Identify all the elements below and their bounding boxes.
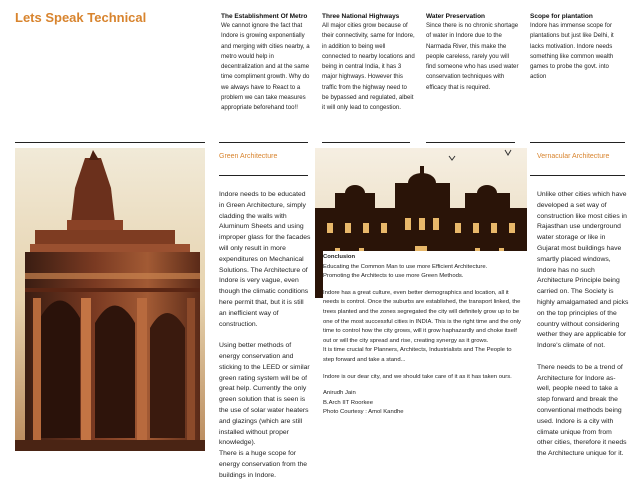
conclusion-paragraph: Indore has a great culture, even better demographics and location, all it needs is control. Once the suburbs are established, the transport linked, the trees planted and the zones segregated the city will definitely grow up to be one of the most successful cities in INDIA. This is the right time and the only time to control how the city grows, will it grow haphazardly and choke itself out or will the city spread and rise, creating synergy as it grows. It is time crucial for Planners, Architects, Industrialists and The People to step forward and take a stand...: [323, 289, 521, 363]
divider: [530, 142, 625, 143]
column-text: We cannot ignore the fact that Indore is growing exponentially and merging with cities nearby, a metro would help in decentralization and at the same time compliment growth. Why do we always have to React to a problem we can take measures appropriate beforehand too!!: [221, 22, 310, 112]
conclusion-heading: Conclusion: [323, 254, 356, 260]
temple-photo: [15, 148, 205, 451]
divider: [219, 175, 308, 176]
divider: [15, 142, 205, 143]
column-heading: Water Preservation: [426, 13, 486, 20]
column-heading: The Establishment Of Metro: [221, 13, 308, 20]
column-metro: [221, 12, 319, 114]
column-text: All major cities grow because of their connectivity, same for Indore, in addition to being well connected to nearby locations and being in central India, it has 3 major highways. However this traffic from the highway need to be bypassed and regulated, albeit it will only lead to congestion.: [322, 22, 415, 112]
column-heading: Scope for plantation: [530, 13, 593, 20]
author-name: Anirudh Jain: [323, 390, 356, 397]
page-title: Lets Speak Technical: [15, 10, 147, 25]
column-text: Indore has immense scope for plantations but just like Delhi, it lacks motivation. Indore needs something like common wealth games to probe the govt. into action: [530, 22, 614, 81]
vernacular-architecture-heading: Vernacular Architecture: [537, 153, 610, 160]
divider: [426, 142, 515, 143]
conclusion-line: Promoting the Architects to use more Green Methods.: [323, 273, 464, 280]
column-text: Since there is no chronic shortage of water in Indore due to the Narmada River, this make the people careless, rarely you will find someone who has used water conservation techniques with efficacy that is required.: [426, 22, 519, 91]
column-water: [426, 12, 526, 93]
column-plantation: [530, 12, 630, 83]
conclusion-line: Educating the Common Man to use more Efficient Architecture.: [323, 263, 488, 270]
divider: [530, 175, 625, 176]
divider: [219, 142, 308, 143]
divider: [322, 142, 410, 143]
green-architecture-heading: Green Architecture: [219, 153, 278, 160]
column-highways: [322, 12, 422, 114]
photo-credit: Photo Courtesy : Amol Kandhe: [323, 409, 404, 416]
vernacular-architecture-text: Unlike other cities which have developed a set way of construction like most cities in Rajasthan use underground water storage or like in Gujarat most buildings have smartly placed windows, Indore has no such Architecture Principle being carried on. The Society is highly amalgamated and picks on the top principles of the country without considering wether they are applicable for Indore's climate of not. There needs to be a trend of Architecture for Indore as- well, people need to take a step forward and break the conventional methods being used. Indore is a city with climate unique from from other cities, therefore it needs the Architecture unique for it.: [537, 191, 629, 458]
column-heading: Three National Highways: [322, 13, 400, 20]
conclusion-paragraph: Indore is our dear city, and we should take care of it as it has taken ours.: [323, 373, 512, 380]
green-architecture-text: Indore needs to be educated in Green Architecture, simply cladding the walls with Aluminum Sheets and using improper glass for the facades will only result in more expenditures on Mechanical Solutions. The Architecture of Indore is very vague, even though the climatic conditions here permit that, but it is still an inefficient way of construction. Using better methods of energy conservation and sticking to the LEED or similar green rating system will be of great help. Currently the only green solution that is seen is the use of solar water heaters and glazings (which are still installed without proper knowledge). There is a huge scope for energy conservation from the buildings in Indore.: [219, 191, 311, 479]
author-degree: B.Arch IIT Roorkee: [323, 399, 373, 406]
conclusion-block: [323, 251, 535, 418]
